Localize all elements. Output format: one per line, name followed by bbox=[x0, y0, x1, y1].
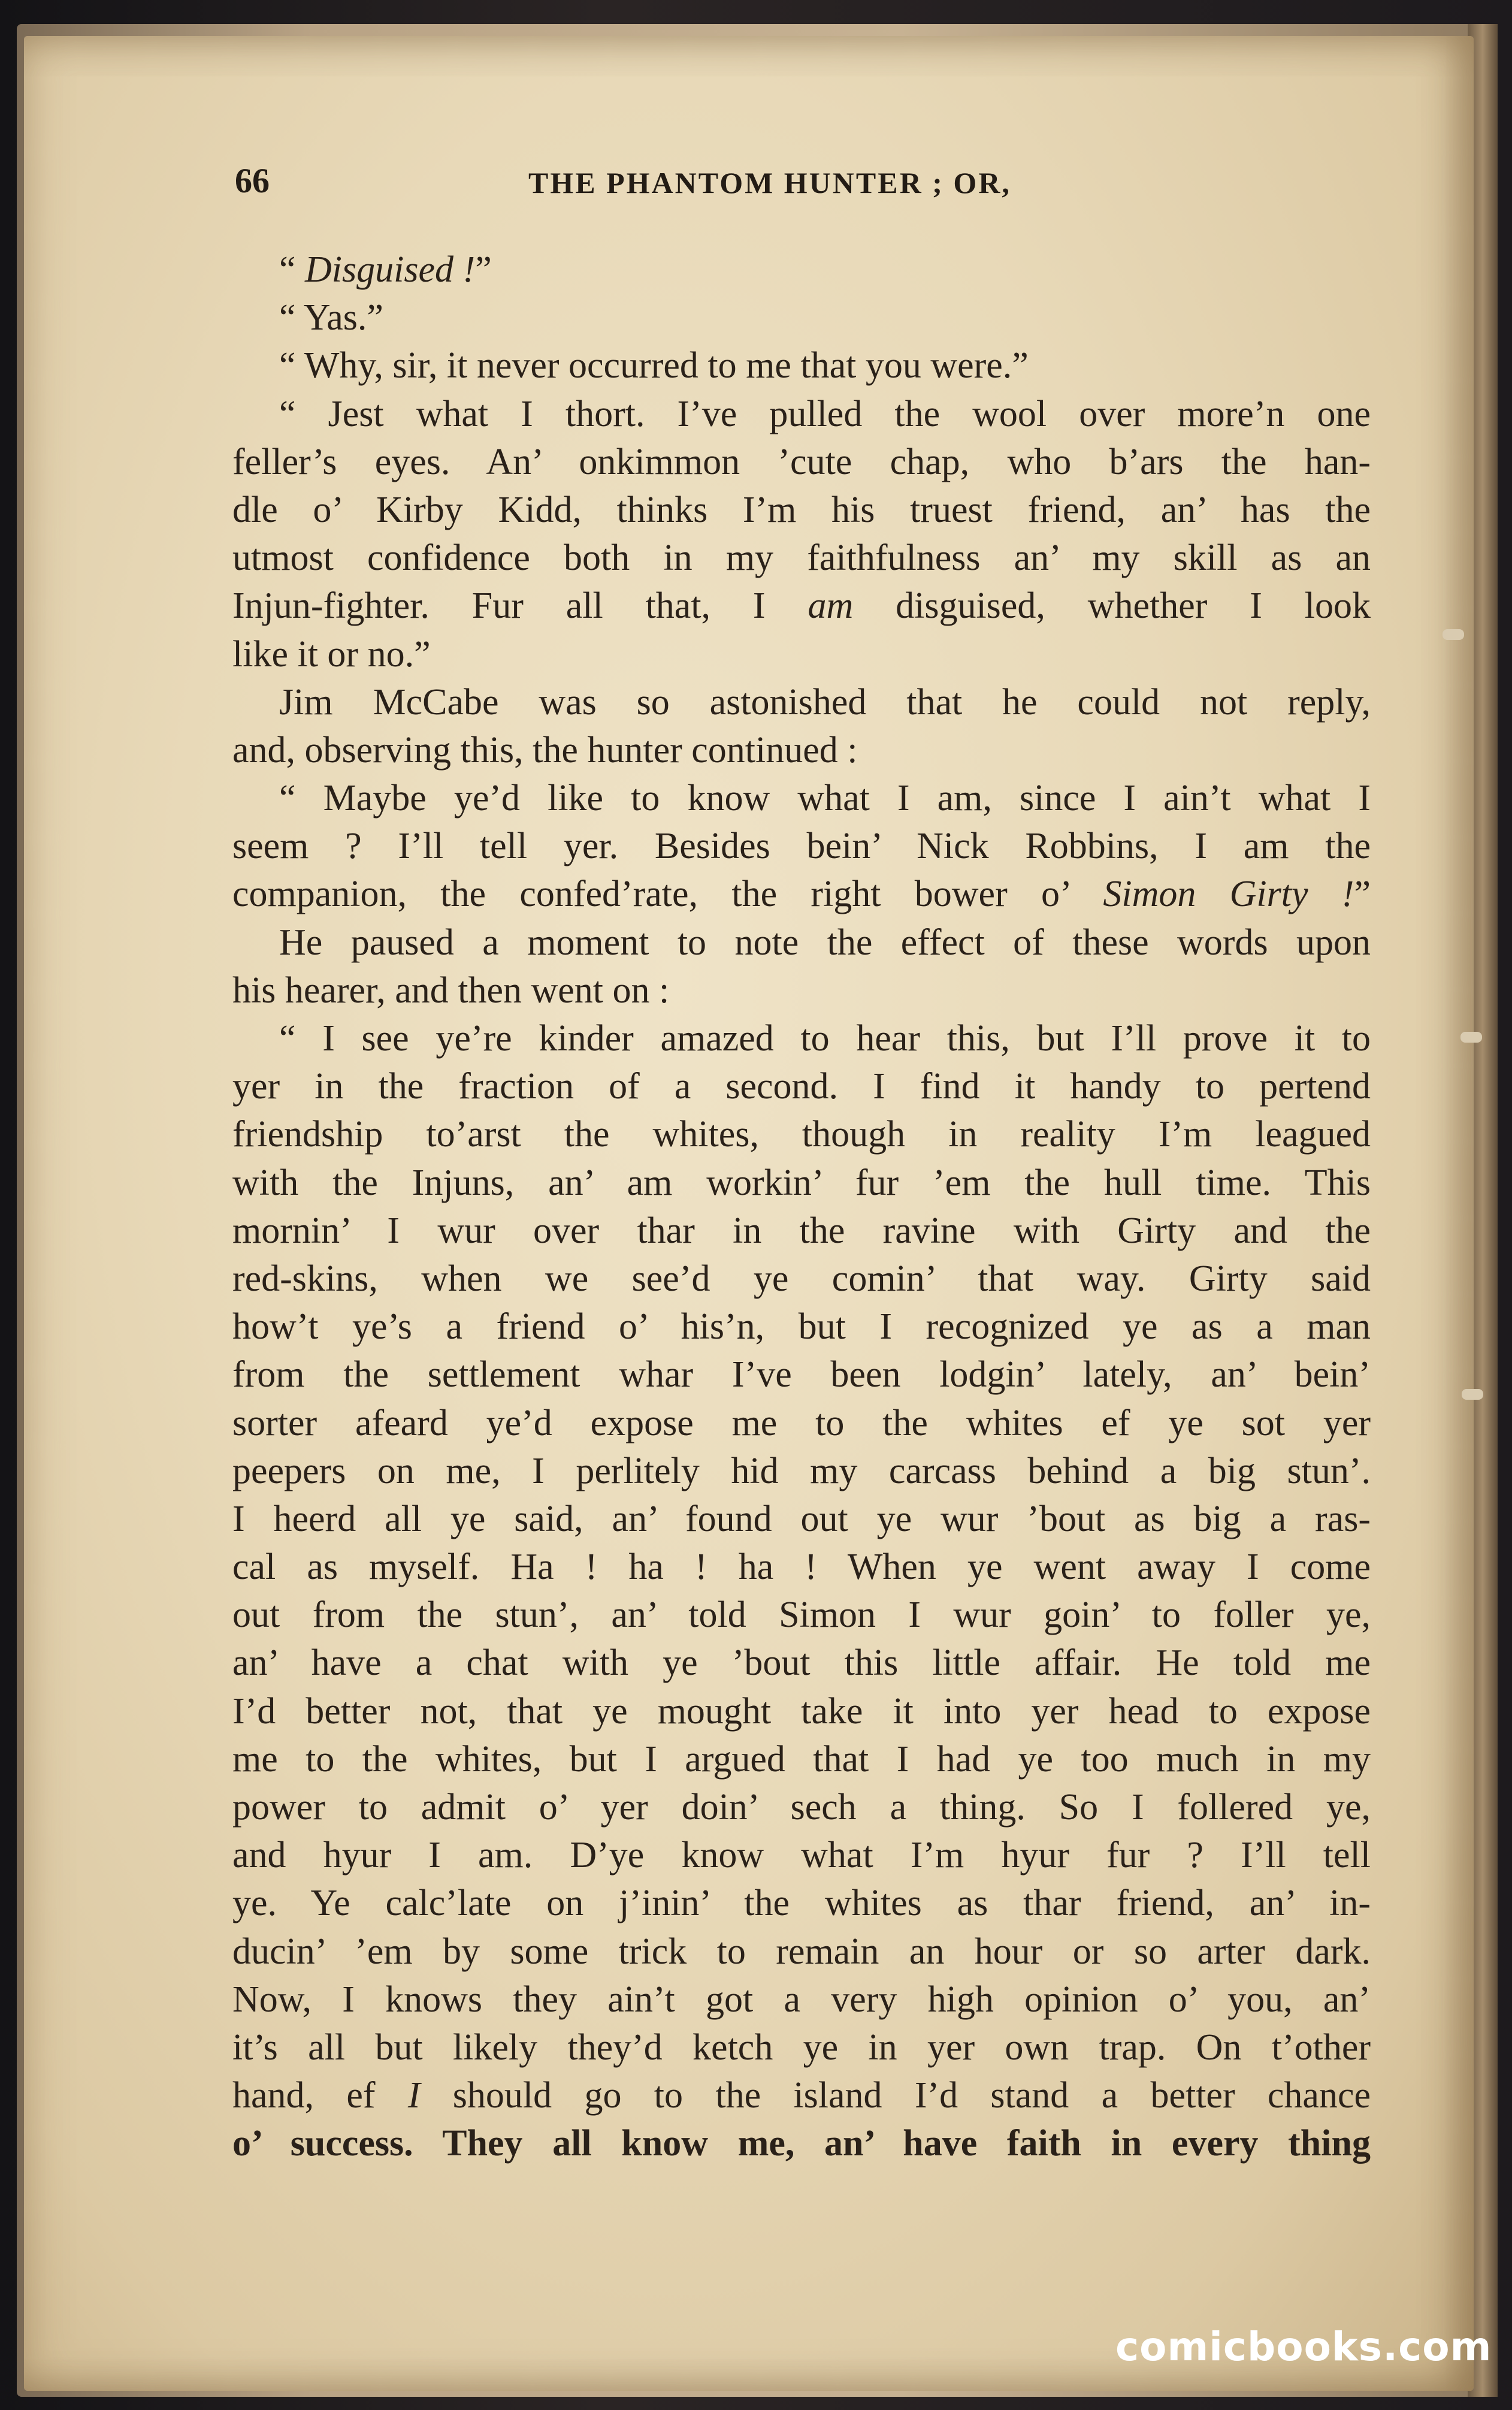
text-line: how’t ye’s a friend o’ his’n, but I recognized ye as a man bbox=[232, 1306, 1371, 1348]
text-line: mornin’ I wur over thar in the ravine with Girty and the bbox=[232, 1210, 1371, 1251]
text-line: He paused a moment to note the effect of these words upon bbox=[279, 922, 1371, 963]
text-line: peepers on me, I perlitely hid my carcass behind a big stun’. bbox=[232, 1450, 1371, 1491]
text-line: red-skins, when we see’d ye comin’ that way. Girty said bbox=[232, 1258, 1371, 1299]
text-line: hand, ef I should go to the island I’d stand a better chance bbox=[232, 2075, 1371, 2116]
page-number: 66 bbox=[235, 161, 270, 200]
text-line: I heerd all ye said, an’ found out ye wur ’bout as big a ras- bbox=[232, 1498, 1371, 1539]
text-line: me to the whites, but I argued that I had ye too much in my bbox=[232, 1738, 1371, 1780]
text-line: and, observing this, the hunter continued : bbox=[232, 729, 858, 771]
watermark: comicbooks.com bbox=[1115, 2324, 1492, 2370]
text-line: “ Why, sir, it never occurred to me that you were.” bbox=[279, 345, 1029, 386]
text-line: “ Disguised !” bbox=[279, 249, 492, 290]
text-line: cal as myself. Ha ! ha ! ha ! When ye went away I come bbox=[232, 1547, 1371, 1588]
text-line: “ Maybe ye’d like to know what I am, since I ain’t what I bbox=[279, 778, 1371, 819]
text-line: ye. Ye calc’late on j’inin’ the whites as thar friend, an’ in- bbox=[232, 1883, 1371, 1924]
text-line: sorter afeard ye’d expose me to the whites ef ye sot yer bbox=[232, 1402, 1371, 1443]
text-line: dle o’ Kirby Kidd, thinks I’m his truest friend, an’ has the bbox=[232, 489, 1371, 530]
text-line: with the Injuns, an’ am workin’ fur ’em the hull time. This bbox=[232, 1162, 1371, 1203]
body-text bbox=[232, 246, 1371, 2168]
text-line: yer in the fraction of a second. I find it handy to pertend bbox=[232, 1066, 1371, 1107]
text-line: utmost confidence both in my faithfulness an’ my skill as an bbox=[232, 537, 1371, 579]
text-line: power to admit o’ yer doin’ sech a thing. So I follered ye, bbox=[232, 1787, 1371, 1828]
running-head: THE PHANTOM HUNTER ; OR, bbox=[528, 166, 1011, 200]
text-line: Injun-fighter. Fur all that, I am disguised, whether I look bbox=[232, 585, 1371, 627]
text-line: ducin’ ’em by some trick to remain an hour or so arter dark. bbox=[232, 1931, 1371, 1972]
text-line: “ Jest what I thort. I’ve pulled the wool over more’n one bbox=[279, 393, 1371, 434]
text-line: “ Yas.” bbox=[279, 297, 383, 339]
text-line: o’ success. They all know me, an’ have faith in every thing bbox=[232, 2123, 1371, 2164]
text-line: “ I see ye’re kinder amazed to hear this, but I’ll prove it to bbox=[279, 1018, 1371, 1059]
page-header bbox=[235, 161, 1373, 209]
text-line: an’ have a chat with ye ’bout this little affair. He told me bbox=[232, 1642, 1371, 1684]
text-line: I’d better not, that ye mought take it into yer head to expose bbox=[232, 1690, 1371, 1732]
text-line: and hyur I am. D’ye know what I’m hyur fur ? I’ll tell bbox=[232, 1835, 1371, 1876]
binding-stitch bbox=[1462, 1389, 1483, 1400]
text-line: seem ? I’ll tell yer. Besides bein’ Nick Robbins, I am the bbox=[232, 826, 1371, 867]
text-line: it’s all but likely they’d ketch ye in yer own trap. On t’other bbox=[232, 2027, 1371, 2068]
text-line: like it or no.” bbox=[232, 633, 431, 675]
text-line: friendship to’arst the whites, though in reality I’m leagued bbox=[232, 1114, 1371, 1155]
binding-stitch bbox=[1460, 1032, 1482, 1043]
text-line: companion, the confed’rate, the right bower o’ Simon Girty !” bbox=[232, 874, 1371, 915]
text-line: Now, I knows they ain’t got a very high opinion o’ you, an’ bbox=[232, 1979, 1371, 2020]
text-line: out from the stun’, an’ told Simon I wur goin’ to foller ye, bbox=[232, 1594, 1371, 1636]
text-line: feller’s eyes. An’ onkimmon ’cute chap, who b’ars the han- bbox=[232, 441, 1371, 482]
binding-stitch bbox=[1443, 629, 1464, 640]
text-line: from the settlement whar I’ve been lodgin’ lately, an’ bein’ bbox=[232, 1354, 1371, 1396]
text-line: Jim McCabe was so astonished that he could not reply, bbox=[279, 681, 1371, 723]
text-line: his hearer, and then went on : bbox=[232, 970, 670, 1011]
